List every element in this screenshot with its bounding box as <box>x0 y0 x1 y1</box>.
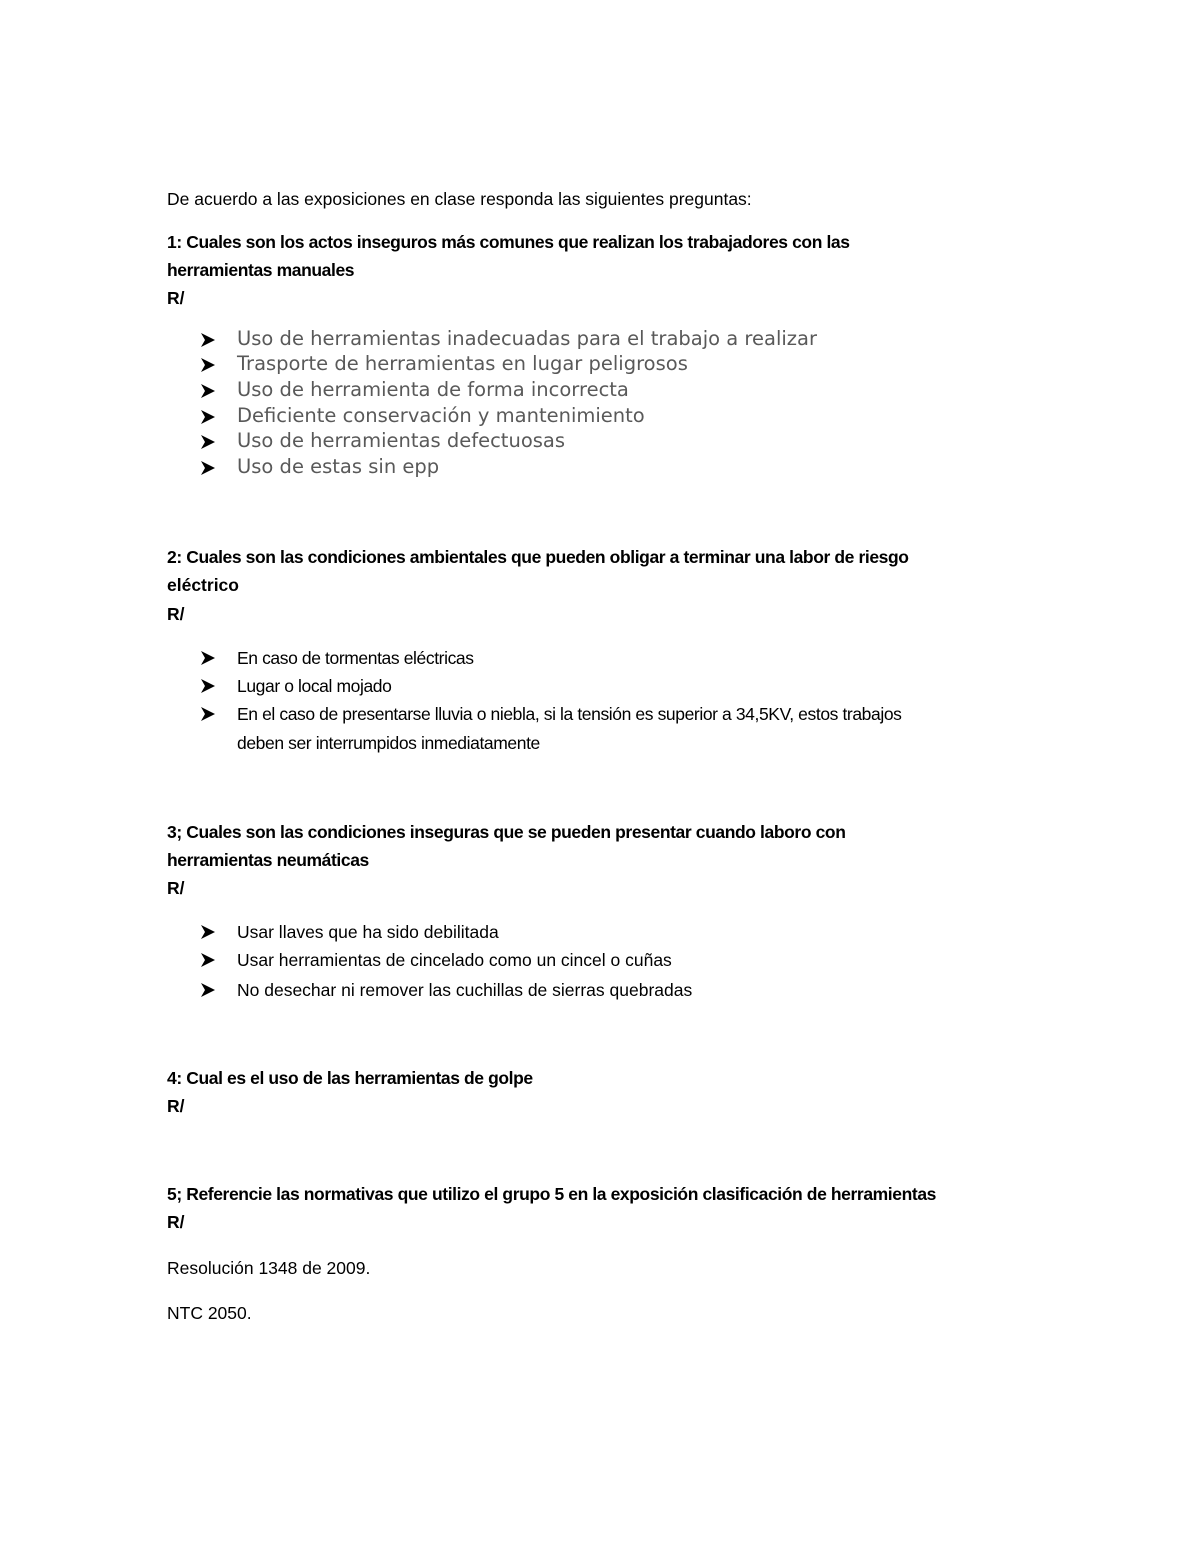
question-3-title-line-1: 3; Cuales son las condiciones inseguras que se pueden presentar cuando laboro con <box>167 822 846 842</box>
arrowhead-bullet-icon <box>200 329 218 351</box>
arrowhead-bullet-icon <box>200 406 218 428</box>
arrowhead-bullet-icon <box>200 431 218 453</box>
q1-list-item-text: Trasporte de herramientas en lugar peligrosos <box>237 352 688 375</box>
arrowhead-bullet-icon <box>200 675 218 697</box>
q1-list-item-text: Uso de herramientas inadecuadas para el trabajo a realizar <box>237 327 817 350</box>
q3-list-item-text: Usar llaves que ha sido debilitada <box>237 922 499 942</box>
q1-list-item-text: Deficiente conservación y mantenimiento <box>237 404 645 427</box>
intro-text: De acuerdo a las exposiciones en clase responda las siguientes preguntas: <box>167 189 752 209</box>
q2-list-item-text: En caso de tormentas eléctricas <box>237 648 474 668</box>
q3-list-item-text: Usar herramientas de cincelado como un cincel o cuñas <box>237 950 672 970</box>
question-5-answer-1: Resolución 1348 de 2009. <box>167 1258 371 1278</box>
question-2-title-line-2: eléctrico <box>167 575 239 595</box>
question-1-answer-label: R/ <box>167 288 185 308</box>
q1-list-item-text: Uso de herramientas defectuosas <box>237 429 566 452</box>
question-3-answer-label: R/ <box>167 878 185 898</box>
question-4-answer-label: R/ <box>167 1096 185 1116</box>
q3-list-item-text: No desechar ni remover las cuchillas de sierras quebradas <box>237 980 693 1000</box>
question-5-title: 5; Referencie las normativas que utilizo el grupo 5 en la exposición clasificación de herramientas <box>167 1184 936 1204</box>
question-2-answer-label: R/ <box>167 604 185 624</box>
question-5-answer-2: NTC 2050. <box>167 1303 252 1323</box>
arrowhead-bullet-icon <box>200 703 218 725</box>
arrowhead-bullet-icon <box>200 921 218 943</box>
q2-list-item-text: Lugar o local mojado <box>237 676 392 696</box>
q2-list-item-text: En el caso de presentarse lluvia o niebla, si la tensión es superior a 34,5KV, estos trabajos <box>237 704 902 724</box>
question-2-title-line-1: 2: Cuales son las condiciones ambientales que pueden obligar a terminar una labor de riesgo <box>167 547 909 567</box>
question-1-title-line-2: herramientas manuales <box>167 260 355 280</box>
q1-list-item-text: Uso de estas sin epp <box>237 455 440 478</box>
question-1-title-line-1: 1: Cuales son los actos inseguros más comunes que realizan los trabajadores con las <box>167 232 850 252</box>
q1-list-item-text: Uso de herramienta de forma incorrecta <box>237 378 629 401</box>
arrowhead-bullet-icon <box>200 647 218 669</box>
question-3-title-line-2: herramientas neumáticas <box>167 850 369 870</box>
q2-list-item-continuation: deben ser interrumpidos inmediatamente <box>237 733 540 753</box>
arrowhead-bullet-icon <box>200 457 218 479</box>
arrowhead-bullet-icon <box>200 380 218 402</box>
arrowhead-bullet-icon <box>200 979 218 1001</box>
question-4-title: 4: Cual es el uso de las herramientas de golpe <box>167 1068 533 1088</box>
question-5-answer-label: R/ <box>167 1212 185 1232</box>
arrowhead-bullet-icon <box>200 354 218 376</box>
arrowhead-bullet-icon <box>200 949 218 971</box>
